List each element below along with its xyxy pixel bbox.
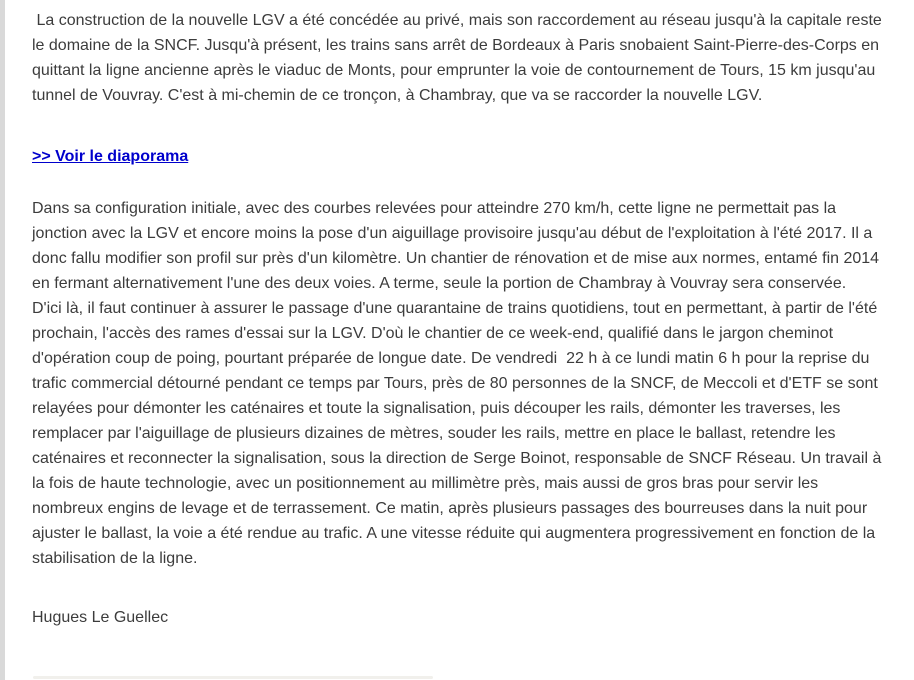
page-edge-bar — [0, 0, 5, 680]
intro-paragraph: La construction de la nouvelle LGV a été concédée au privé, mais son raccordement au réseau jusqu'à la capitale reste le domaine de la SNCF. Jusqu'à présent, les trains sans arrêt de Bordeaux à Paris snobaient Saint-Pierre-des-Corps en quittant la ligne ancienne après le viaduc de Monts, pour emprunter la voie de contournement de Tours, 15 km jusqu'au tunnel de Vouvray. C'est à mi-chemin de ce tronçon, à Chambray, que va se raccorder la nouvelle LGV. — [32, 12, 887, 104]
article-body — [32, 0, 887, 630]
body-paragraph-1: Dans sa configuration initiale, avec des courbes relevées pour atteindre 270 km/h, cette ligne ne permettait pas la jonction avec la LGV et encore moins la pose d'un aiguillage provisoire jusqu'au début de l'exploitation à l'été 2017. Il a donc fallu modifier son profil sur près d'un kilomètre. Un chantier de rénovation et de mise aux normes, entamé fin 2014 en fermant alternativement l'une des deux voies. A terme, seule la portion de Chambray à Vouvray sera conservée. — [32, 200, 884, 292]
author-byline: Hugues Le Guellec — [32, 609, 169, 626]
cut-off-content-artifact — [33, 676, 433, 679]
body-paragraph-2: D'ici là, il faut continuer à assurer le passage d'une quarantaine de trains quotidiens, tout en permettant, à partir de l'été prochain, l'accès des rames d'essai sur la LGV. D'où le chantier de ce week-end, qualifié dans le jargon cheminot d'opération coup de poing, pourtant préparée de longue date. De vendredi 22 h à ce lundi matin 6 h pour la reprise du trafic commercial détourné pendant ce temps par Tours, près de 80 personnes de la SNCF, de Meccoli et d'ETF se sont relayées pour démonter les caténaires et toute la signalisation, puis découper les rails, démonter les traverses, les remplacer par l'aiguillage de plusieurs dizaines de mètres, souder les rails, mettre en place le ballast, retendre les caténaires et reconnecter la signalisation, sous la direction de Serge Boinot, responsable de SNCF Réseau. Un travail à la fois de haute technologie, avec un positionnement au millimètre près, mais aussi de gros bras pour servir les nombreux engins de levage et de terrassement. Ce matin, après plusieurs passages des bourreuses dans la nuit pour ajuster le ballast, la voie a été rendue au trafic. A une vitesse réduite qui augmentera progressivement en fonction de la stabilisation de la ligne. — [32, 300, 886, 567]
slideshow-link-line — [32, 144, 887, 169]
slideshow-link[interactable]: >> Voir le diaporama — [32, 148, 189, 165]
body-paragraphs — [32, 196, 887, 571]
